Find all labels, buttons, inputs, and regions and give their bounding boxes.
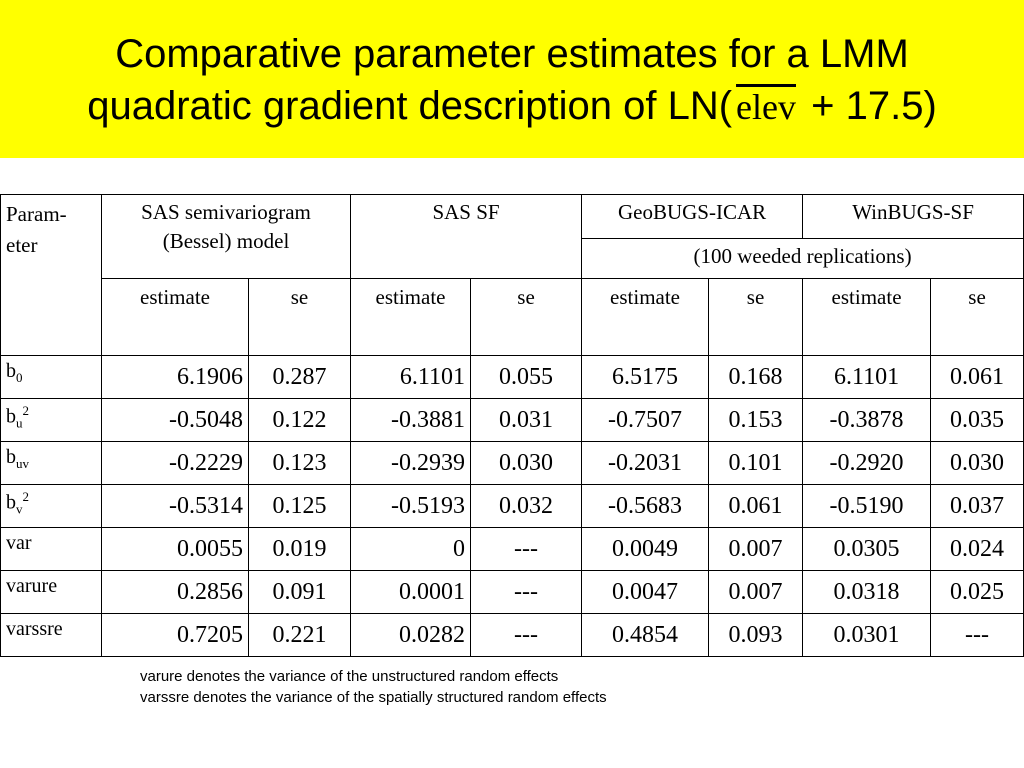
se-cell: 0.007 (709, 528, 803, 571)
winbugs-se-header: se (931, 279, 1024, 356)
replications-header: (100 weeded replications) (582, 239, 1024, 279)
parameter-name-cell (1, 399, 102, 442)
estimate-cell: -0.2920 (803, 442, 931, 485)
parameter-name-cell (1, 442, 102, 485)
sas-semivariogram-se-header: se (249, 279, 351, 356)
parameter-name: b (6, 491, 16, 514)
parameter-name: varssre (6, 618, 63, 640)
se-cell: 0.019 (249, 528, 351, 571)
parameter-name-cell (1, 614, 102, 657)
se-cell: 0.123 (249, 442, 351, 485)
title-line-1: Comparative parameter estimates for a LMM (115, 32, 909, 76)
se-cell: 0.101 (709, 442, 803, 485)
parameter-subscript: u (16, 415, 23, 431)
sas-semivariogram-header: SAS semivariogram (Bessel) model (102, 195, 351, 279)
estimate-cell: 0.0001 (351, 571, 471, 614)
estimate-cell: -0.5048 (102, 399, 249, 442)
estimate-cell: 0.0055 (102, 528, 249, 571)
se-cell: 0.221 (249, 614, 351, 657)
se-cell: 0.122 (249, 399, 351, 442)
estimate-cell: -0.5193 (351, 485, 471, 528)
parameter-superscript: 2 (22, 489, 29, 504)
parameter-subscript: 0 (16, 370, 23, 385)
estimate-cell: 0.0047 (582, 571, 709, 614)
estimate-cell: 0.0282 (351, 614, 471, 657)
parameter-name-cell (1, 528, 102, 571)
estimate-cell: 0.0318 (803, 571, 931, 614)
se-cell: 0.287 (249, 356, 351, 399)
estimate-cell: -0.7507 (582, 399, 709, 442)
se-cell: 0.091 (249, 571, 351, 614)
parameter-name: var (6, 532, 32, 554)
footnotes (140, 666, 607, 708)
estimate-cell: 0 (351, 528, 471, 571)
parameter-name: b (6, 405, 16, 428)
title-elev-variable: elev (736, 87, 796, 127)
estimate-cell: -0.5683 (582, 485, 709, 528)
parameter-name-cell (1, 485, 102, 528)
geobugs-header: GeoBUGS-ICAR (582, 195, 803, 239)
parameter-name: b (6, 446, 16, 468)
geobugs-estimate-header: estimate (582, 279, 709, 356)
parameter-name-cell (1, 571, 102, 614)
title-line-2-suffix: + 17.5) (800, 84, 937, 128)
se-cell: 0.055 (471, 356, 582, 399)
table-row (1, 485, 1024, 528)
winbugs-estimate-header: estimate (803, 279, 931, 356)
table-body (1, 356, 1024, 657)
se-cell: --- (471, 528, 582, 571)
se-cell: --- (471, 614, 582, 657)
winbugs-header: WinBUGS-SF (803, 195, 1024, 239)
se-cell: 0.030 (931, 442, 1024, 485)
estimate-cell: 0.0049 (582, 528, 709, 571)
table-row (1, 442, 1024, 485)
estimate-cell: -0.5314 (102, 485, 249, 528)
sas-semivariogram-estimate-header: estimate (102, 279, 249, 356)
se-cell: --- (471, 571, 582, 614)
se-cell: 0.031 (471, 399, 582, 442)
slide-title (0, 28, 1024, 133)
sas-sf-header: SAS SF (351, 195, 582, 279)
se-cell: 0.093 (709, 614, 803, 657)
header-row-3 (1, 279, 1024, 356)
estimate-cell: 6.1906 (102, 356, 249, 399)
footnote-varure: varure denotes the variance of the unstructured random effects (140, 668, 559, 685)
se-cell: 0.035 (931, 399, 1024, 442)
estimate-cell: -0.5190 (803, 485, 931, 528)
se-cell: 0.168 (709, 356, 803, 399)
se-cell: --- (931, 614, 1024, 657)
se-cell: 0.032 (471, 485, 582, 528)
parameter-subscript: uv (16, 456, 29, 471)
se-cell: 0.007 (709, 571, 803, 614)
parameter-name: varure (6, 575, 58, 597)
se-cell: 0.037 (931, 485, 1024, 528)
se-cell: 0.061 (931, 356, 1024, 399)
estimate-cell: 0.2856 (102, 571, 249, 614)
estimate-cell: 6.1101 (803, 356, 931, 399)
table-row (1, 571, 1024, 614)
sas-sf-se-header: se (471, 279, 582, 356)
parameter-name-cell (1, 356, 102, 399)
estimate-cell: 0.7205 (102, 614, 249, 657)
estimate-cell: 0.0301 (803, 614, 931, 657)
estimate-cell: 6.1101 (351, 356, 471, 399)
table-row (1, 528, 1024, 571)
title-line-2-prefix: quadratic gradient description of LN( (87, 84, 733, 128)
estimate-cell: -0.3878 (803, 399, 931, 442)
geobugs-se-header: se (709, 279, 803, 356)
table-row (1, 356, 1024, 399)
estimate-cell: -0.3881 (351, 399, 471, 442)
parameter-subscript: v (16, 501, 23, 517)
header-row-1 (1, 195, 1024, 239)
param-header: Param-eter (1, 195, 102, 356)
estimate-cell: 0.4854 (582, 614, 709, 657)
estimates-table-container (0, 194, 1024, 657)
parameter-superscript: 2 (22, 403, 29, 418)
se-cell: 0.125 (249, 485, 351, 528)
table-row (1, 614, 1024, 657)
parameter-name: b (6, 360, 16, 382)
table-row (1, 399, 1024, 442)
se-cell: 0.061 (709, 485, 803, 528)
estimate-cell: 0.0305 (803, 528, 931, 571)
sas-sf-estimate-header: estimate (351, 279, 471, 356)
estimate-cell: -0.2939 (351, 442, 471, 485)
estimate-cell: -0.2229 (102, 442, 249, 485)
se-cell: 0.153 (709, 399, 803, 442)
footnote-varssre: varssre denotes the variance of the spatially structured random effects (140, 689, 607, 706)
se-cell: 0.030 (471, 442, 582, 485)
title-band (0, 0, 1024, 158)
estimates-table (0, 194, 1024, 657)
estimate-cell: 6.5175 (582, 356, 709, 399)
se-cell: 0.024 (931, 528, 1024, 571)
se-cell: 0.025 (931, 571, 1024, 614)
estimate-cell: -0.2031 (582, 442, 709, 485)
